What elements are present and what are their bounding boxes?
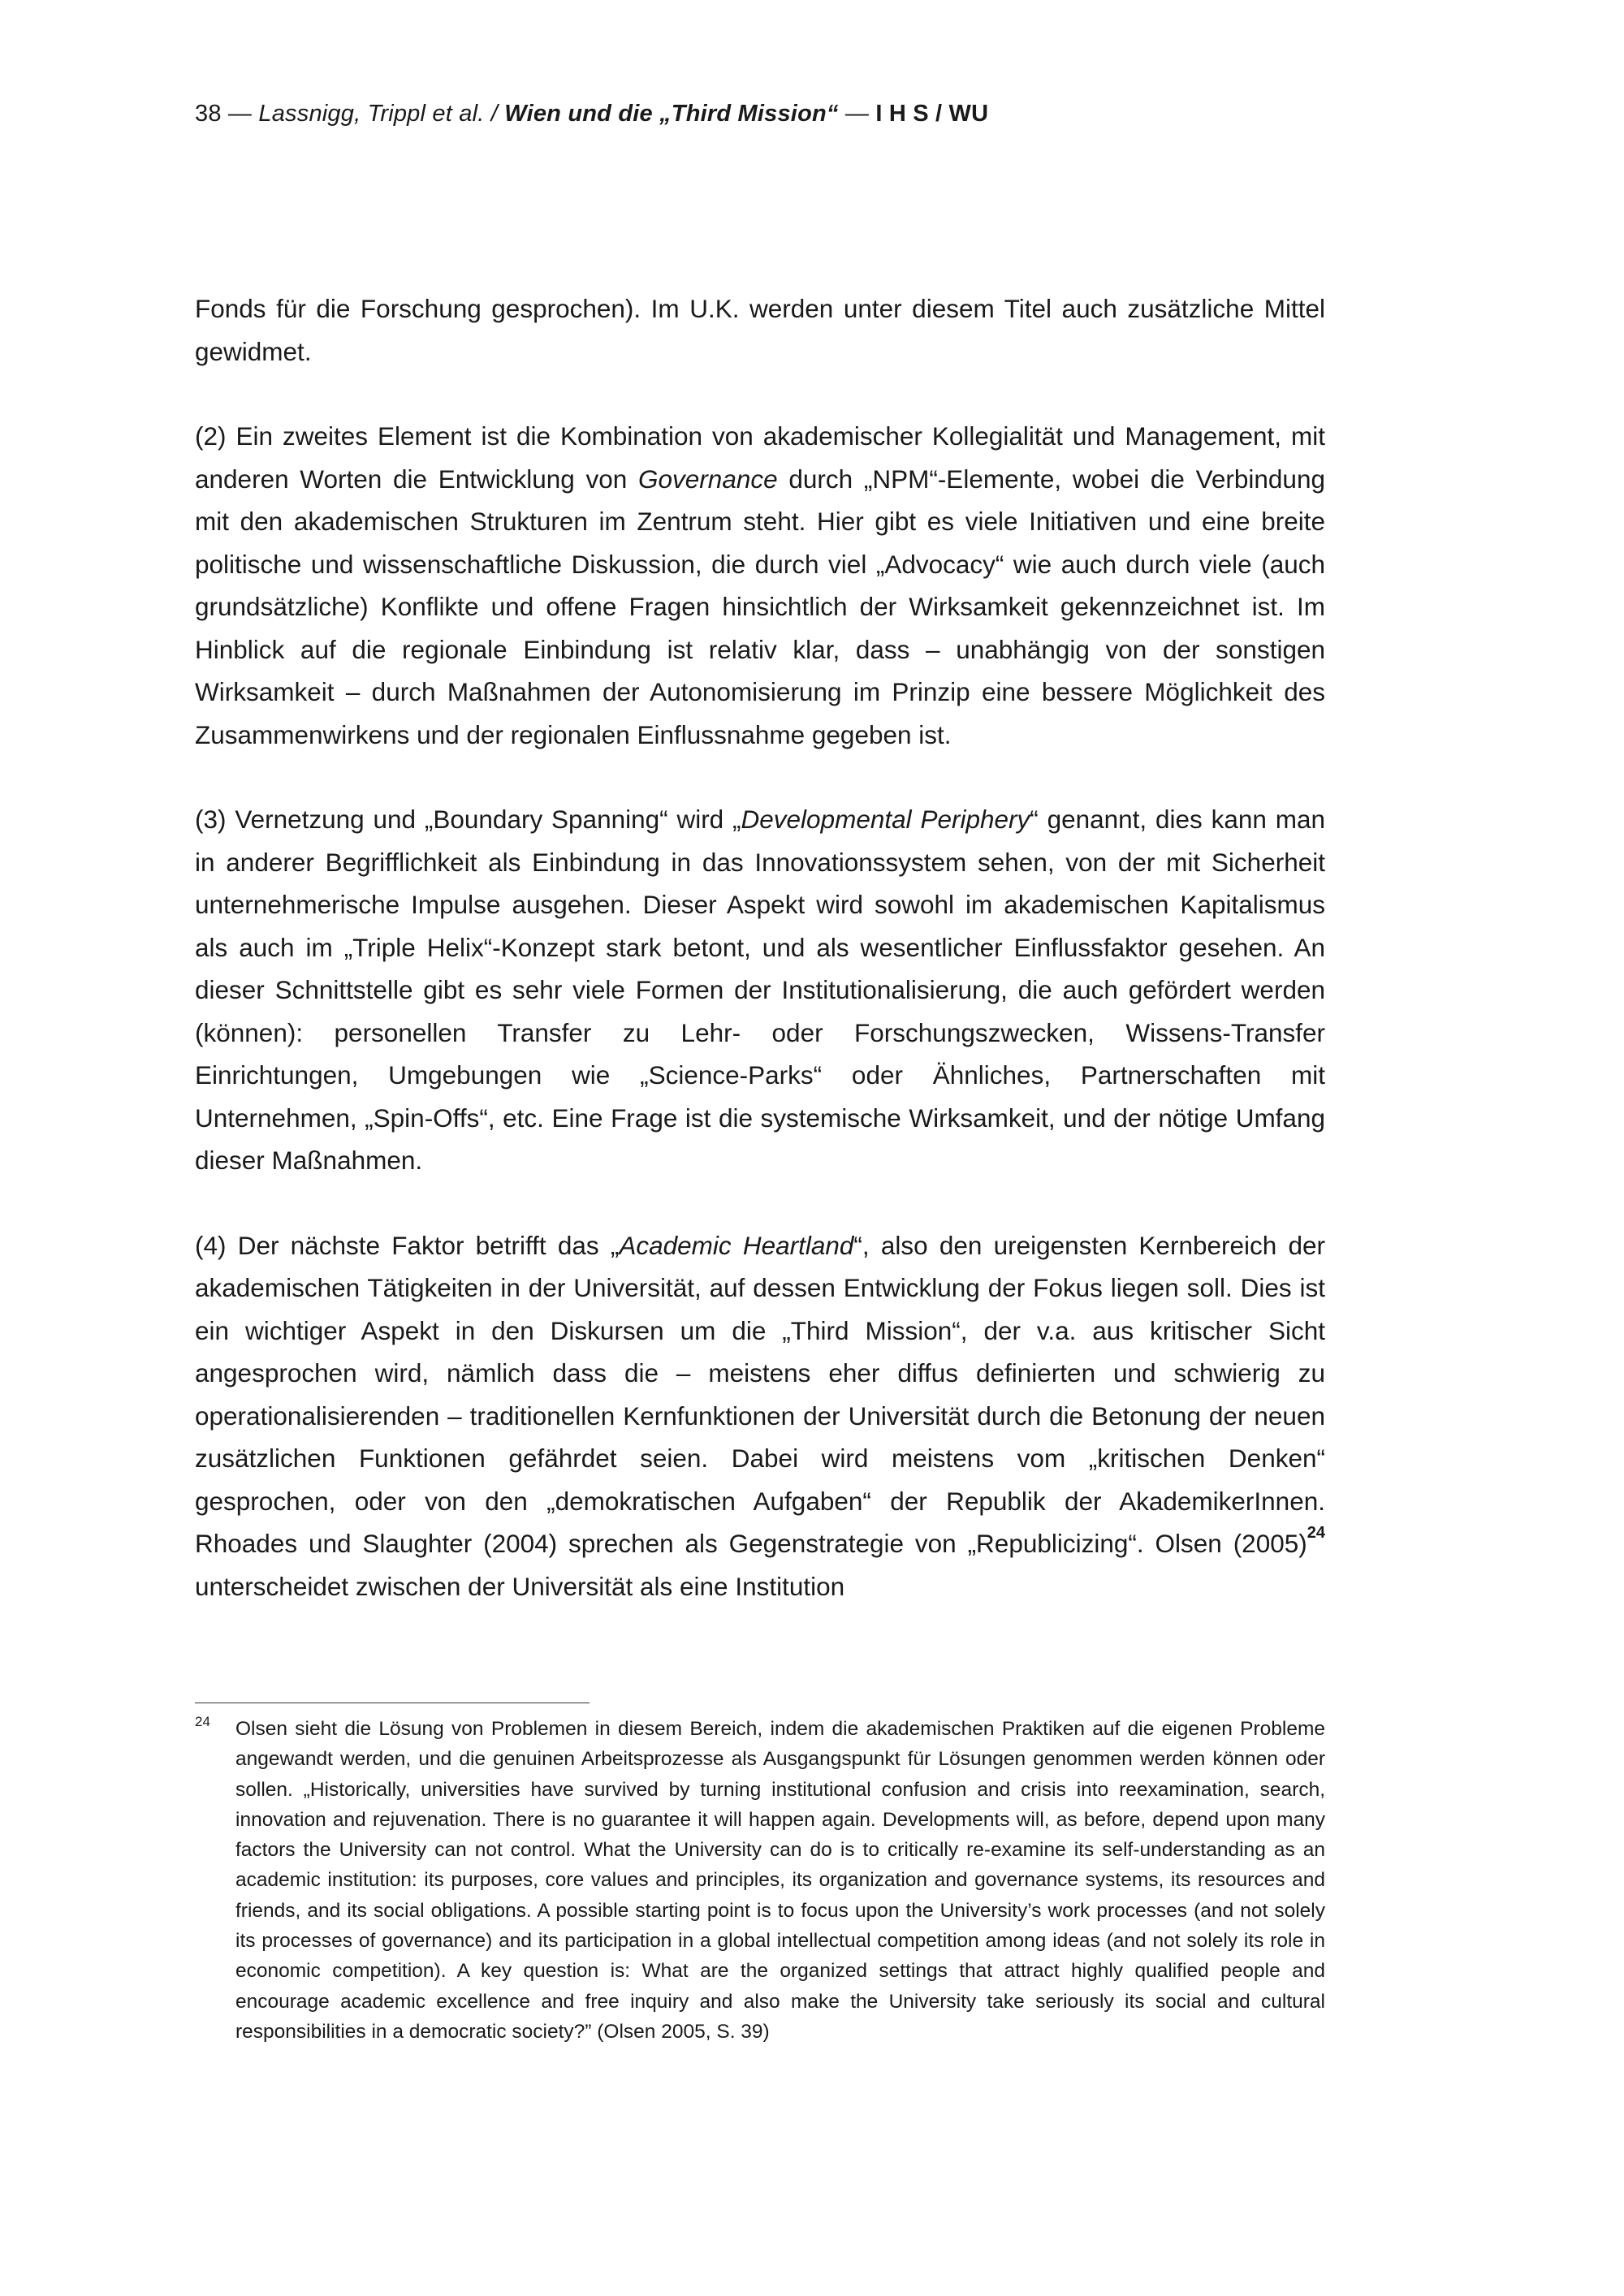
paragraph-text: (3) Vernetzung und „Boundary Spanning“ wird „ — [195, 805, 741, 834]
emphasis-term: Developmental Periphery — [741, 805, 1030, 834]
header-separator: — — [838, 101, 876, 127]
paragraph-3 — [195, 798, 1325, 1182]
header-title: Wien und die „Third Mission“ — [504, 101, 839, 127]
emphasis-term: Governance — [638, 464, 778, 494]
footnote — [195, 1714, 1325, 2047]
header-institution: I H S / WU — [875, 101, 989, 127]
page-number: 38 — [195, 101, 222, 127]
paragraph-1 — [195, 287, 1325, 373]
emphasis-term: Academic Heartland — [619, 1230, 854, 1260]
paragraph-2 — [195, 415, 1325, 756]
paragraph-text: (2) Ein zweites Element ist die Kombination von akademischer Kollegialität und Management, mit anderen Worten die Entwicklung von — [195, 421, 1325, 494]
paragraph-text: unterscheidet zwischen der Universität als eine Institution — [195, 1571, 845, 1601]
paragraph-text: “ genannt, dies kann man in anderer Begrifflichkeit als Einbindung in das Innovationssystem sehen, von der mit Sicherheit unternehmerische Impulse ausgehen. Dieser Aspekt wird sowohl im akademischen Kapitalismus als auch im „Triple Helix“-Konzept stark betont, und als wesentlicher Einflussfaktor gesehen. An dieser Schnittstelle gibt es sehr viele Formen der Institutionalisierung, die auch gefördert werden (können): personellen Transfer zu Lehr- oder Forschungszwecken, Wissens-Transfer Einrichtungen, Umgebungen wie „Science-Parks“ oder Ähnliches, Partnerschaften mit Unternehmen, „Spin-Offs“, etc. Eine Frage ist die systemische Wirksamkeit, und der nötige Umfang dieser Maßnahmen. — [195, 805, 1325, 1175]
footnote-text: Olsen sieht die Lösung von Problemen in diesem Bereich, indem die akademischen Praktiken auf die eigenen Probleme angewandt werden, und die genuinen Arbeitsprozesse als Ausgangspunkt für Lösungen genommen werden können oder sollen. „Historically, universities have survived by turning institutional confusion and crisis into reexamination, search, innovation and rejuvenation. There is no guarantee it will happen again. Developments will, as before, depend upon many factors the University can not control. What the University can do is to critically re-examine its self-understanding as an academic institution: its purposes, core values and principles, its organization and governance systems, its resources and friends, and its social obligations. A possible starting point is to focus upon the University’s work processes (and not solely its processes of governance) and its participation in a global intellectual competition among ideas (and not solely its role in economic competition). A key question is: What are the organized settings that attract highly qualified people and encourage academic excellence and free inquiry and also make the University take seriously its social and cultural responsibilities in a democratic society?” (Olsen 2005, S. 39) — [235, 1718, 1325, 2043]
paragraph-text: (4) Der nächste Faktor betrifft das „ — [195, 1230, 620, 1260]
paragraph-text: durch „NPM“-Elemente, wobei die Verbindung mit den akademischen Strukturen im Zentrum steht. Hier gibt es viele Initiativen und eine breite politische und wissenschaftliche Diskussion, die durch viel „Advocacy“ wie auch durch viele (auch grundsätzliche) Konflikte und offene Fragen hinsichtlich der Wirksamkeit gekennzeichnet ist. Im Hinblick auf die regionale Einbindung ist relativ klar, dass – unabhängig von der sonstigen Wirksamkeit – durch Maßnahmen der Autonomisierung im Prinzip eine bessere Möglichkeit des Zusammenwirkens und der regionalen Einflussnahme gegeben ist. — [195, 464, 1325, 749]
paragraph-text: “, also den ureigensten Kernbereich der akademischen Tätigkeiten in der Universität, auf dessen Entwicklung der Fokus liegen soll. Dies ist ein wichtiger Aspekt in den Diskursen um die „Third Mission“, der v.a. aus kritischer Sicht angesprochen wird, nämlich dass die – meistens eher diffus definierten und schwierig zu operationalisierenden – traditionellen Kernfunktionen der Universität durch die Betonung der neuen zusätzlichen Funktionen gefährdet seien. Dabei wird meistens vom „kritischen Denken“ gesprochen, oder von den „demokratischen Aufgaben“ der Republik der AkademikerInnen. Rhoades und Slaughter (2004) sprechen als Gegenstrategie von „Republicizing“. Olsen (2005) — [195, 1230, 1326, 1558]
footnote-reference[interactable]: 24 — [1307, 1524, 1325, 1542]
paragraph-4 — [195, 1224, 1325, 1608]
running-header — [195, 101, 988, 127]
paragraph-text: Fonds für die Forschung gesprochen). Im U.K. werden unter diesem Titel auch zusätzliche Mittel gewidmet. — [195, 294, 1325, 366]
footnote-number: 24 — [195, 1714, 210, 1729]
header-separator: — — [221, 101, 259, 127]
body-text — [195, 287, 1325, 1608]
header-authors: Lassnigg, Trippl et al. / — [258, 101, 505, 127]
